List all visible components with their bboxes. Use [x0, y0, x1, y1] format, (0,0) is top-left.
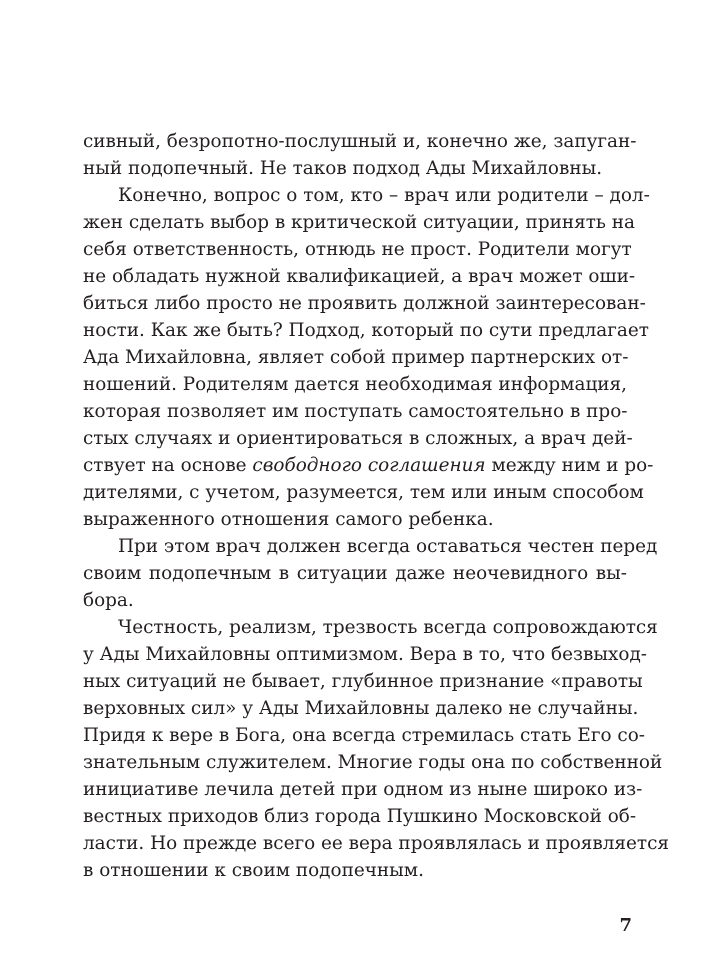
text-line: При этом врач должен всегда оставаться честен перед	[118, 536, 658, 557]
text-line: в отношении к своим подопечным.	[83, 860, 424, 881]
text-line: ности. Как же быть? Подход, который по сути предлагает	[83, 320, 649, 341]
text-line: ношений. Родителям дается необходимая информация,	[83, 374, 627, 395]
text-run: между ним и ро-	[485, 455, 654, 476]
text-line: инициативе лечила детей при одном из ныне широко из-	[83, 779, 643, 800]
text-line: биться либо просто не проявить должной заинтересован-	[83, 293, 646, 314]
text-line: Придя к вере в Бога, она всегда стремилась стать Его со-	[83, 725, 645, 746]
text-line: Ада Михайловна, являет собой пример партнерских от-	[83, 347, 629, 368]
text-line: бора.	[83, 590, 134, 611]
text-line-with-italic	[83, 452, 654, 479]
text-line: себя ответственность, отнюдь не прост. Родители могут	[83, 239, 632, 260]
text-line: сивный, безропотно-послушный и, конечно же, запуган-	[83, 131, 637, 152]
text-line: жен сделать выбор в критической ситуации, принять на	[83, 212, 635, 233]
text-line: вестных приходов близ города Пушкино Московской об-	[83, 806, 637, 827]
page-number: 7	[619, 915, 632, 936]
text-line: ных ситуаций не бывает, глубинное признание «правоты	[83, 671, 643, 692]
text-line: Конечно, вопрос о том, кто – врач или родители – дол-	[118, 185, 650, 206]
text-line: ный подопечный. Не таков подход Ады Михайловны.	[83, 158, 603, 179]
text-line: ласти. Но прежде всего ее вера проявлялась и проявляется	[83, 833, 669, 854]
text-line: у Ады Михайловны оптимизмом. Вера в то, что безвыход-	[83, 644, 647, 665]
text-line: стых случаях и ориентироваться в сложных, а врач дей-	[83, 428, 633, 449]
text-line: которая позволяет им поступать самостоятельно в про-	[83, 401, 628, 422]
text-line: знательным служителем. Многие годы она по собственной	[83, 752, 663, 773]
text-line: дителями, с учетом, разумеется, тем или иным способом	[83, 482, 644, 503]
italic-phrase: свободного соглашения	[252, 455, 486, 476]
text-line: верховных сил» у Ады Михайловны далеко не случайны.	[83, 698, 639, 719]
text-line: Честность, реализм, трезвость всегда сопровождаются	[118, 617, 658, 638]
text-line: своим подопечным в ситуации даже неочевидного вы-	[83, 563, 627, 584]
text-line: выраженного отношения самого ребенка.	[83, 509, 494, 530]
body-text	[83, 128, 669, 884]
text-run: ствует на основе	[83, 455, 253, 476]
text-line: не обладать нужной квалификацией, а врач может оши-	[83, 266, 636, 287]
